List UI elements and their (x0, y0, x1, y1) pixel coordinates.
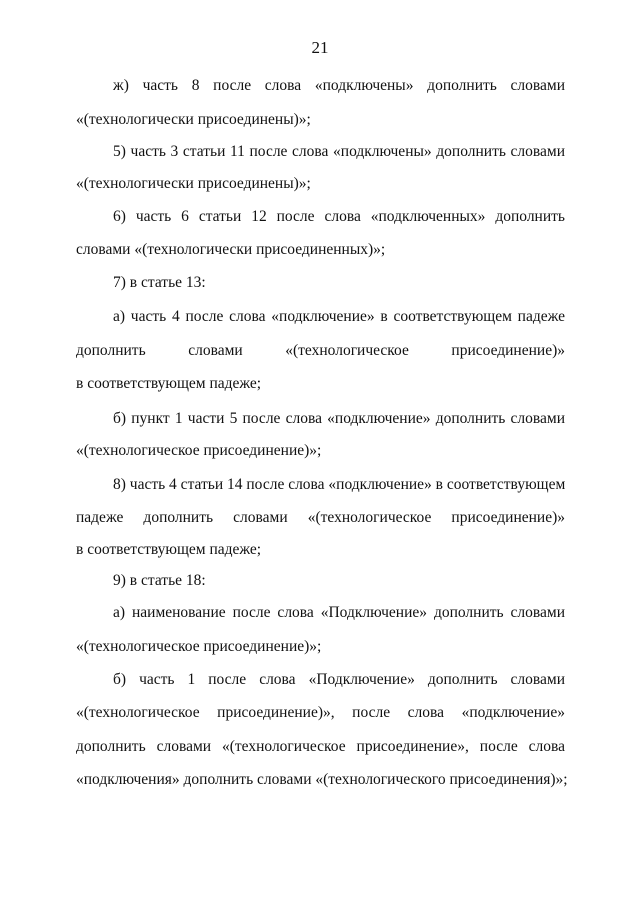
text-line: «(технологическое присоединение)»; (76, 638, 322, 655)
text-line: «(технологическое присоединение)», после слова «подключение» (76, 704, 565, 721)
text-line: в соответствующем падеже; (76, 375, 262, 392)
text-line: падеже дополнить словами «(технологическое присоединение)» (76, 509, 565, 526)
text-line: 8) часть 4 статьи 14 после слова «подключение» в соответствующем (113, 476, 566, 493)
text-line: ж) часть 8 после слова «подключены» дополнить словами (113, 77, 565, 94)
text-line: «(технологическое присоединение)»; (76, 442, 322, 459)
text-line: «(технологически присоединены)»; (76, 111, 311, 128)
text-line: дополнить словами «(технологическое присоединение)» (76, 342, 565, 359)
text-line: в соответствующем падеже; (76, 541, 262, 558)
text-line: дополнить словами «(технологическое присоединение», после слова (76, 738, 565, 755)
text-line: словами «(технологически присоединенных)»; (76, 241, 386, 258)
text-line: а) часть 4 после слова «подключение» в соответствующем падеже (113, 308, 565, 325)
text-line: 7) в статье 13: (113, 274, 206, 291)
text-line: «подключения» дополнить словами «(технологического присоединения)»; (76, 771, 568, 788)
text-line: 6) часть 6 статьи 12 после слова «подключенных» дополнить (113, 208, 565, 225)
text-line: «(технологически присоединены)»; (76, 175, 311, 192)
text-line: 9) в статье 18: (113, 572, 206, 589)
text-line: б) пункт 1 части 5 после слова «подключение» дополнить словами (113, 410, 565, 427)
text-line: 5) часть 3 статьи 11 после слова «подключены» дополнить словами (113, 143, 565, 160)
text-line: а) наименование после слова «Подключение» дополнить словами (113, 604, 565, 621)
page-number: 21 (311, 38, 329, 57)
text-line: б) часть 1 после слова «Подключение» дополнить словами (113, 671, 565, 688)
